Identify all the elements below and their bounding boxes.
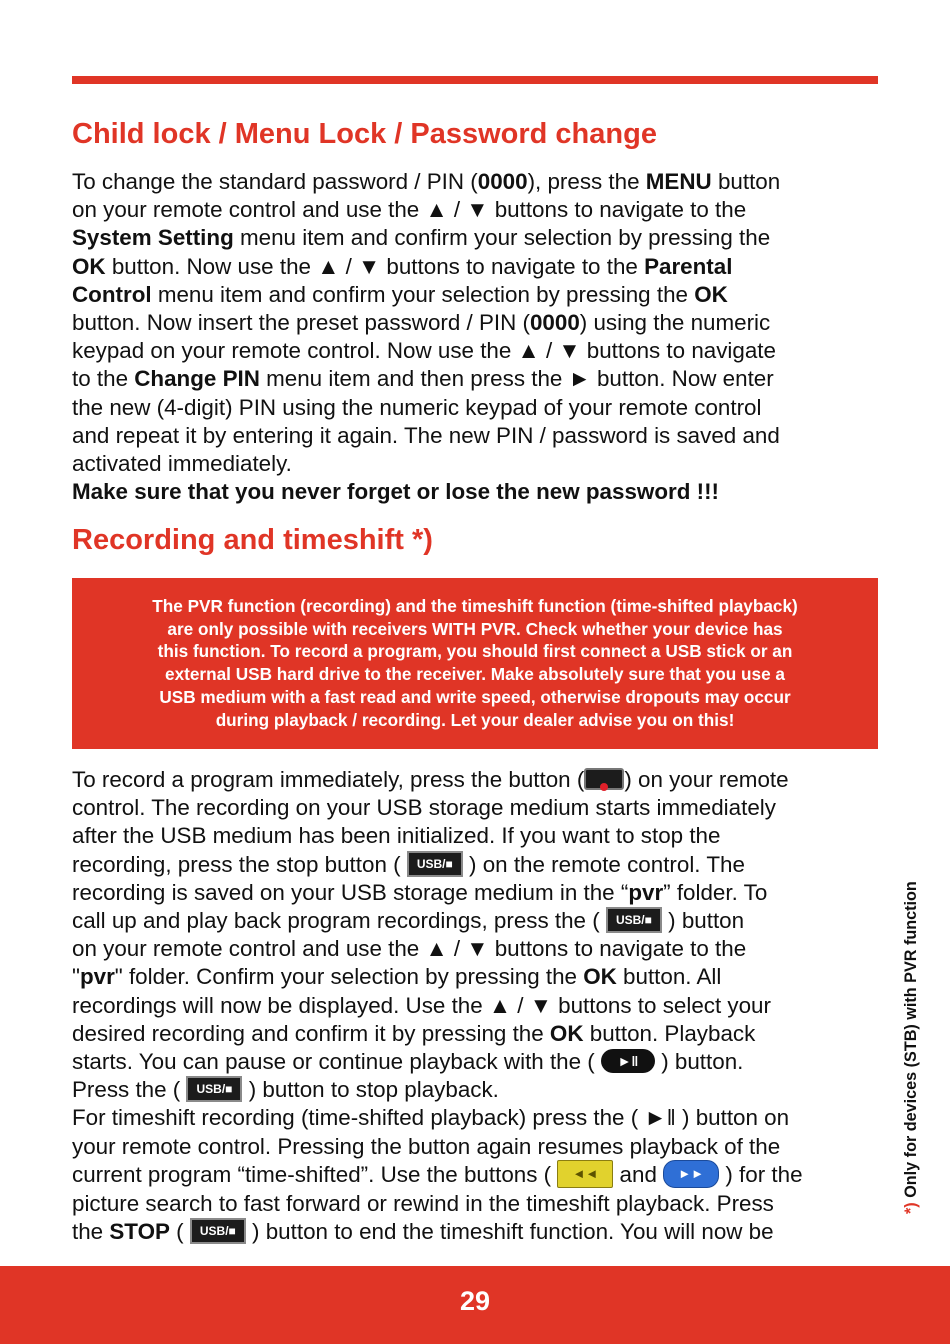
text-run: starts. You can pause or continue playback with the ( xyxy=(72,1049,601,1075)
side-note-pvr xyxy=(896,881,926,1214)
text-run: picture search to fast forward or rewind in the timeshift playback. Press xyxy=(72,1190,774,1216)
bold-text: pvr xyxy=(79,964,115,990)
text-line xyxy=(72,422,884,450)
text-run: ) using the numeric xyxy=(579,310,771,336)
text-line xyxy=(72,963,884,991)
warning-line: during playback / recording. Let your dealer advise you on this! xyxy=(215,709,735,730)
text-run: ) on the remote control. The xyxy=(462,851,745,877)
text-line xyxy=(72,1020,884,1048)
text-line xyxy=(72,1076,884,1104)
text-line xyxy=(72,337,884,365)
paragraph-recording xyxy=(72,766,884,1246)
text-run: the new (4-digit) PIN using the numeric keypad of your remote control xyxy=(72,394,762,420)
text-run: desired recording and confirm it by pressing the xyxy=(72,1020,550,1046)
text-run: button. Now insert the preset password / PIN ( xyxy=(72,310,530,336)
text-run: To record a program immediately, press the button ( xyxy=(72,767,585,792)
text-line xyxy=(72,822,884,850)
text-run: button. Now use the ▲ / ▼ buttons to navigate to the xyxy=(105,253,645,279)
record-dot-icon xyxy=(600,783,608,791)
text-run: To change the standard password / PIN ( xyxy=(72,169,478,194)
text-run: after the USB medium has been initialized. If you want to stop the xyxy=(72,823,721,849)
text-run: " folder. Confirm your selection by pressing the xyxy=(114,964,584,990)
text-run: on your remote control and use the ▲ / ▼ buttons to navigate to the xyxy=(72,197,747,223)
bold-text: System Setting xyxy=(72,225,234,251)
rewind-button-icon: ◄◄ xyxy=(557,1160,613,1188)
text-run: control. The recording on your USB storage medium starts immediately xyxy=(72,795,776,821)
text-line xyxy=(72,794,884,822)
text-run: " xyxy=(72,964,80,990)
side-note-text: Only for devices (STB) with PVR function xyxy=(902,881,920,1203)
bold-text: Control xyxy=(72,281,152,307)
text-line xyxy=(72,935,884,963)
text-run: Press the ( xyxy=(72,1077,187,1103)
section-heading-recording: Recording and timeshift *) xyxy=(72,524,433,556)
bold-text: OK xyxy=(72,253,106,279)
text-line xyxy=(72,1190,884,1218)
text-run: button. All xyxy=(616,964,722,990)
text-run: recording, press the stop button ( xyxy=(72,851,407,877)
text-run: recording is saved on your USB storage medium in the “ xyxy=(72,879,629,905)
side-note-star: *) xyxy=(902,1202,920,1214)
text-line xyxy=(72,196,884,224)
text-line xyxy=(72,1104,884,1132)
text-line xyxy=(72,851,884,879)
bold-text: MENU xyxy=(645,169,712,194)
text-run: ), press the xyxy=(527,169,646,194)
text-run: menu item and confirm your selection by pressing the xyxy=(233,225,771,251)
bold-text: OK xyxy=(694,281,728,307)
warning-line: are only possible with receivers WITH PVR. Check whether your device has xyxy=(167,618,783,639)
text-line xyxy=(72,365,884,393)
usb-stop-button-icon: USB/■ xyxy=(190,1218,246,1244)
bold-text: pvr xyxy=(628,879,664,905)
text-run: to the xyxy=(72,366,135,392)
warning-line: external USB hard drive to the receiver. Make absolutely sure that you use a xyxy=(165,664,785,685)
text-run: your remote control. Pressing the button again resumes playback of the xyxy=(72,1133,781,1159)
bold-text: Parental xyxy=(644,253,733,279)
bold-text: OK xyxy=(549,1020,584,1046)
text-line xyxy=(72,879,884,907)
text-line xyxy=(72,253,884,281)
usb-stop-button-icon: USB/■ xyxy=(407,851,463,877)
text-run: ) on your remote xyxy=(624,767,789,792)
usb-stop-button-icon: USB/■ xyxy=(606,907,662,933)
text-run: button. Playback xyxy=(583,1020,756,1046)
text-run: the xyxy=(72,1219,110,1245)
text-run: ) button xyxy=(661,908,745,934)
paragraph-password-change xyxy=(72,168,884,506)
text-run: activated immediately. xyxy=(72,451,292,477)
text-line xyxy=(72,1048,884,1076)
page-number: 29 xyxy=(459,1286,491,1316)
warning-line: The PVR function (recording) and the timeshift function (time-shifted playback) xyxy=(152,596,798,616)
bold-text: STOP xyxy=(109,1219,170,1245)
text-line xyxy=(72,1133,884,1161)
text-run: menu item and then press the ► button. Now enter xyxy=(259,366,774,392)
text-run: keypad on your remote control. Now use the ▲ / ▼ buttons to navigate xyxy=(72,338,776,364)
text-run: ( xyxy=(169,1219,190,1245)
usb-stop-button-icon: USB/■ xyxy=(186,1076,242,1102)
bold-text: Change PIN xyxy=(134,366,260,392)
text-line xyxy=(72,907,884,935)
warning-line: USB medium with a fast read and write speed, otherwise dropouts may occur xyxy=(159,686,791,707)
play-pause-button-icon: ►ǁ xyxy=(601,1049,655,1073)
text-run: button xyxy=(711,169,781,194)
text-line xyxy=(72,309,884,337)
text-line xyxy=(72,766,884,794)
bold-text: Make sure that you never forget or lose the new password !!! xyxy=(72,479,719,505)
text-line xyxy=(72,992,884,1020)
pvr-warning-box xyxy=(72,578,878,749)
text-line xyxy=(72,1218,884,1246)
text-run: For timeshift recording (time-shifted playback) press the ( ►ǁ ) button on xyxy=(72,1105,790,1131)
section-heading-child-lock: Child lock / Menu Lock / Password change xyxy=(72,118,657,150)
text-run: current program “time-shifted”. Use the buttons ( xyxy=(72,1161,558,1187)
top-rule xyxy=(72,76,878,84)
record-button-icon xyxy=(584,768,624,790)
text-run: ) button. xyxy=(655,1049,744,1075)
text-line xyxy=(72,1161,884,1190)
text-run: menu item and confirm your selection by pressing the xyxy=(151,281,695,307)
text-line xyxy=(72,168,884,196)
text-line xyxy=(72,394,884,422)
text-run: recordings will now be displayed. Use the ▲ / ▼ buttons to select your xyxy=(72,992,771,1018)
text-run: call up and play back program recordings, press the ( xyxy=(72,908,606,934)
text-run: and xyxy=(613,1161,664,1187)
bold-text: OK xyxy=(583,964,617,990)
warning-line: this function. To record a program, you should first connect a USB stick or an xyxy=(157,641,793,662)
bold-text: 0000 xyxy=(477,169,528,194)
text-line xyxy=(72,478,884,506)
text-run: ) button to stop playback. xyxy=(242,1077,499,1103)
text-line xyxy=(72,224,884,252)
text-run: ” folder. To xyxy=(663,879,768,905)
bold-text: 0000 xyxy=(529,310,580,336)
text-run: ) for the xyxy=(719,1161,803,1187)
text-line xyxy=(72,450,884,478)
text-run: on your remote control and use the ▲ / ▼ buttons to navigate to the xyxy=(72,936,747,962)
text-line xyxy=(72,281,884,309)
fast-forward-button-icon: ►► xyxy=(663,1160,719,1188)
text-run: ) button to end the timeshift function. You will now be xyxy=(245,1219,774,1245)
text-run: and repeat it by entering it again. The new PIN / password is saved and xyxy=(72,422,780,448)
